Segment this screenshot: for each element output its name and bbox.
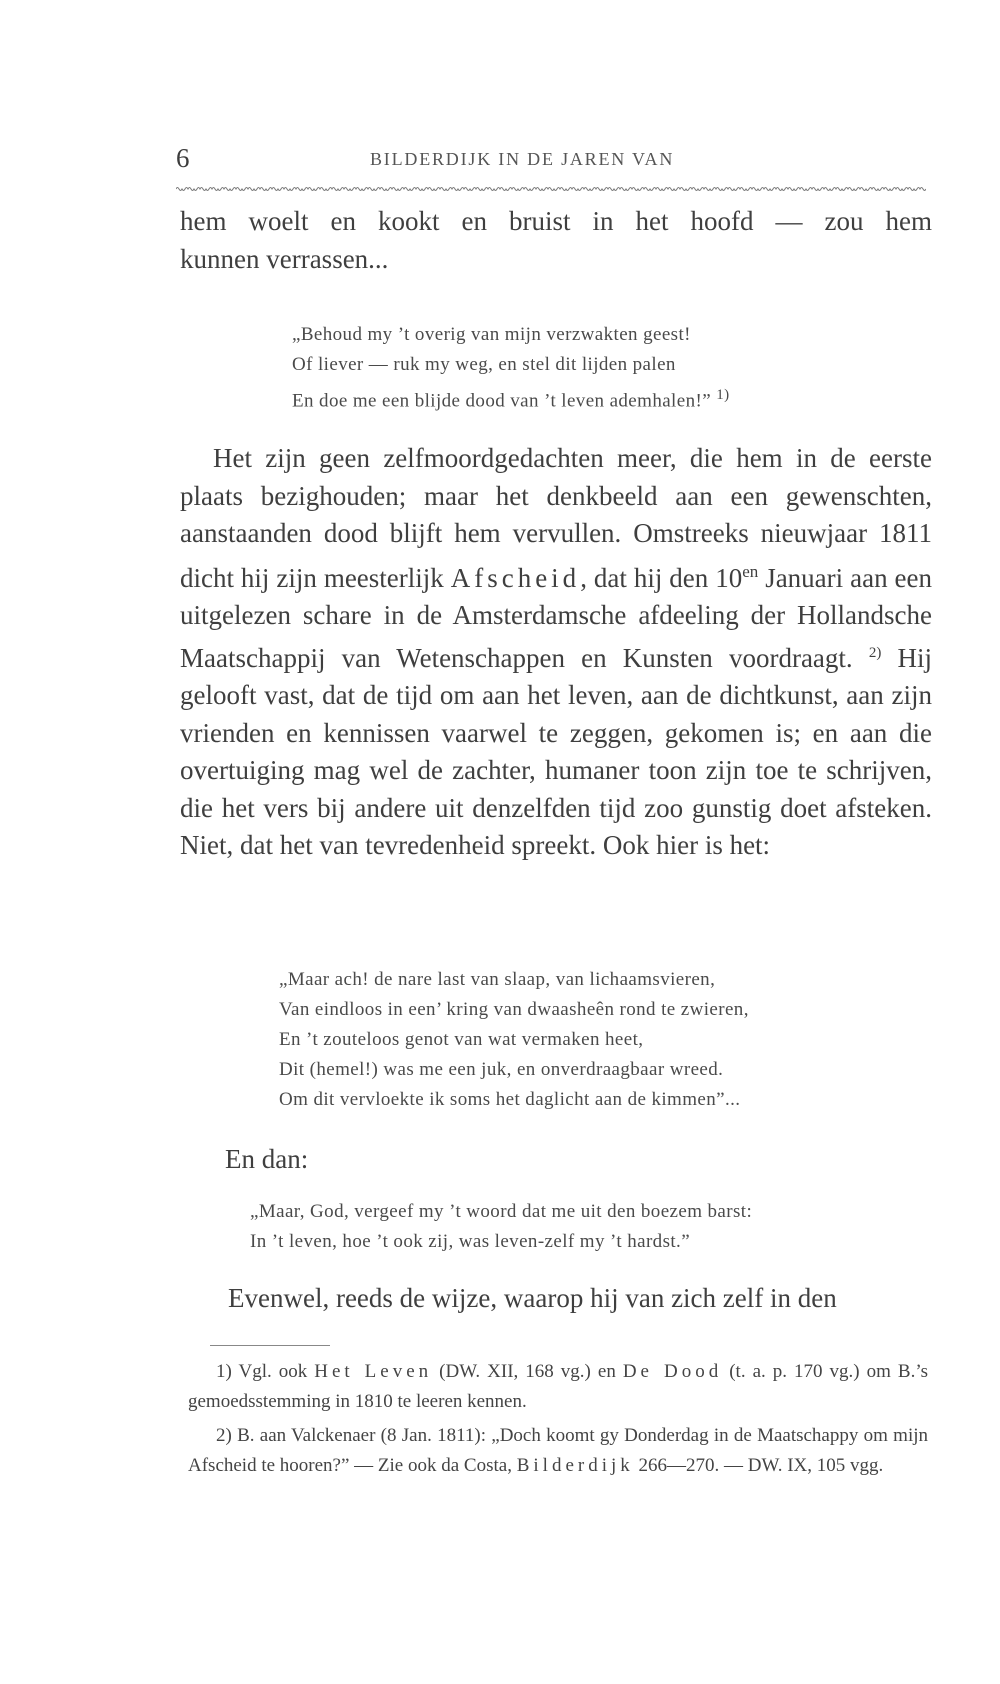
paragraph-text: Hij gelooft vast, dat de tijd om aan het leven, aan de dichtkunst, aan zijn vrienden en kennissen vaarwel te zeggen, gekomen is; en aan die overtuiging mag wel de zachter, humaner toon zijn toe te schrijven, die het vers bij andere uit denzelfden tijd zoo gunstig doet afsteken. Niet, dat het van tevredenheid spreekt. Ook hier is het:: [180, 642, 932, 860]
verse-line: In ’t leven, hoe ’t ook zij, was leven-zelf my ’t hardst.”: [250, 1231, 691, 1252]
footnotes: [188, 1357, 928, 1481]
paragraph-line: hem woelt en kookt en bruist in het hoofd — zou hem: [180, 206, 932, 236]
verse-line: Of liever — ruk my weg, en stel dit lijden palen: [292, 354, 676, 375]
verse-line: En ’t zouteloos genot van wat vermaken heet,: [279, 1029, 644, 1050]
footnote-text: 266—270. — DW. IX, 105 vgg.: [633, 1455, 884, 1476]
paragraph-main: [180, 440, 932, 865]
verse-line: „Maar, God, vergeef my ’t woord dat me uit den boezem barst:: [250, 1201, 753, 1222]
cited-title: Het Leven: [314, 1361, 433, 1382]
paragraph-continuation: [180, 203, 932, 278]
paragraph-text: Het zijn geen zelfmoordgedachten meer, die hem in de eerste plaats bezighouden; maar het denkbeeld aan een gewenschten, aanstaanden dood blijft hem vervullen. Omstreeks nieuwjaar 1811 dicht hij zijn meesterlijk: [180, 443, 932, 593]
footnote-separator: [210, 1345, 330, 1346]
verse-quote-3: [250, 1197, 930, 1257]
paragraph-text: Januari aan een uitgelezen schare in de Amsterdamsche afdeeling der Hollandsche Maatschappij van Wetenschappen en Kunsten voordraagt.: [180, 562, 932, 673]
footnote-marker: 1): [216, 1361, 232, 1382]
footnote-marker: 2): [216, 1425, 232, 1446]
footnote-text: Vgl. ook: [231, 1361, 315, 1382]
verse-quote-1: [292, 320, 932, 416]
cited-title: Bilderdijk: [516, 1455, 634, 1476]
verse-line: Om dit vervloekte ik soms het daglicht aan de kimmen”...: [279, 1089, 741, 1110]
footnote-reference: 2): [868, 644, 882, 661]
verse-quote-2: [279, 965, 929, 1115]
footnote-text: B. aan Valckenaer (8 Jan. 1811): „Doch koomt gy Donderdag in de Maatschappy om mijn Afscheid te hooren?” — Zie ook da Costa,: [188, 1425, 928, 1476]
page-number: 6: [176, 143, 190, 173]
page-header: [176, 143, 928, 177]
transition-text: En dan:: [225, 1144, 309, 1174]
paragraph-final: Evenwel, reeds de wijze, waarop hij van zich zelf in den: [228, 1283, 837, 1313]
verse-line: Dit (hemel!) was me een juk, en onverdraagbaar wreed.: [279, 1059, 724, 1080]
poem-title: Afscheid: [450, 562, 581, 593]
header-wavy-rule: [176, 184, 926, 194]
footnote-text: (DW. XII, 168 vg.) en: [432, 1361, 623, 1382]
cited-title: De Dood: [622, 1361, 723, 1382]
footnote-reference: 1): [716, 387, 730, 403]
verse-line: [292, 380, 932, 416]
running-title: BILDERDIJK IN DE JAREN VAN: [370, 149, 675, 169]
paragraph-line: kunnen verrassen...: [180, 243, 389, 274]
footnote-2: [188, 1421, 928, 1481]
paragraph-text: , dat hij den 10: [580, 562, 743, 593]
verse-line-text: En doe me een blijde dood van ’t leven ademhalen!”: [292, 390, 712, 412]
footnote-1: [188, 1357, 928, 1417]
verse-line: „Maar ach! de nare last van slaap, van lichaamsvieren,: [279, 969, 716, 990]
verse-line: Van eindloos in een’ kring van dwaasheên rond te zwieren,: [279, 999, 749, 1020]
ordinal-superscript: en: [742, 561, 759, 581]
footnote-text: (t. a. p. 170 vg.) om B.’s gemoedsstemming in 1810 te leeren kennen.: [188, 1361, 928, 1412]
verse-line: „Behoud my ’t overig van mijn verzwakten geest!: [292, 324, 691, 345]
